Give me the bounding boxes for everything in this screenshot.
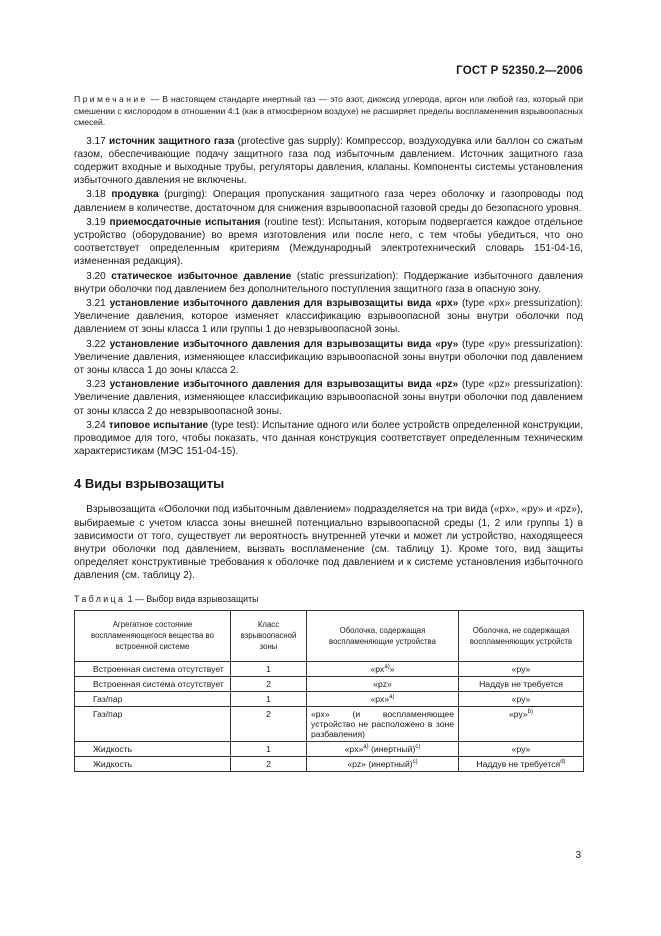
cell-with-igniting [307, 691, 459, 706]
table-body [75, 661, 584, 771]
table-row [75, 661, 584, 676]
header-with-igniting: Оболочка, содержащая воспламеняющие устройства [307, 610, 459, 661]
definition-text: (static pressurization): Поддержание избыточного давления внутри оболочки под давлением без дополнительного поступления защитного газа в опасную зону. [74, 270, 583, 295]
cell-state: Жидкость [75, 741, 231, 756]
definition-3-19 [74, 216, 583, 269]
footnote-mark: c) [415, 743, 421, 750]
header-zone: Класс взрывоопасной зоны [231, 610, 307, 661]
footnote-mark: a) [389, 693, 395, 700]
cell-zone: 2 [231, 676, 307, 691]
definition-text: (routine test): Испытания, которым подвергается каждое отдельное устройство (оборудование) во время изготовления или после него, с тем чтобы убедиться, что оно соответствует определенным критериям (Международный электротехнический словарь 151-04-16, измененная редакция). [74, 216, 584, 268]
footnote-mark: a) [384, 663, 390, 670]
cell-without-text: «py» [511, 663, 531, 674]
definition-text: (protective gas supply): Компрессор, воздуходувка или баллон со сжатым газом, обеспечивающие подачу защитного газа под избыточным давлением. Источник защитного газа содержит входные и выходные трубы, регуляторы давления, клапаны. Компоненты системы установления избыточного давления не включены. [74, 135, 583, 187]
cell-zone: 2 [231, 756, 307, 771]
cell-with-text: «px» [370, 693, 390, 704]
cell-with-igniting [307, 676, 459, 691]
section-title: 4 Виды взрывозащиты [74, 476, 225, 492]
cell-with-text: «px» [344, 743, 364, 754]
header-without-igniting: Оболочка, не содержащая воспламеняющих устройств [459, 610, 584, 661]
cell-with-text: «pz» [373, 678, 392, 689]
cell-with-text: «px [370, 663, 385, 674]
cell-without-igniting [459, 676, 584, 691]
cell-state: Газ/пар [75, 691, 231, 706]
cell-zone: 1 [231, 691, 307, 706]
page-content [74, 94, 583, 772]
table-caption [74, 594, 583, 604]
table-header-row [75, 610, 584, 661]
definition-term: статическое избыточное давление [111, 270, 292, 282]
definition-term: установление избыточного давления для взрывозащиты вида «py» [109, 338, 459, 350]
definitions-list [74, 135, 583, 459]
definition-number: 3.23 [86, 379, 106, 391]
table-caption-label: Таблица [74, 593, 126, 604]
definition-text: (type «pz» pressurization): Увеличение давления, изменяющее классификацию взрывоопасной зоны внутри оболочки под давлением от зоны класса 2 до невзрывоопасной зоны. [74, 379, 583, 417]
cell-without-igniting [459, 691, 584, 706]
definition-term: источник защитного газа [109, 135, 235, 147]
definition-term: установление избыточного давления для взрывозащиты вида «px» [109, 297, 459, 309]
cell-without-text: Наддув не требуется [476, 758, 561, 769]
footnote-mark: c) [412, 758, 418, 765]
header-state: Агрегатное состояние воспламеняющегося вещества во встроенной системе [75, 610, 231, 661]
cell-with-text: «px» (и воспламеняющее устройство не расположено в зоне разбавления) [311, 708, 454, 739]
cell-with-igniting [307, 741, 459, 756]
cell-without-text: Наддув не требуется [479, 678, 563, 689]
definition-3-17 [74, 135, 583, 188]
cell-without-igniting [459, 706, 584, 741]
definition-term: приемосдаточные испытания [109, 216, 261, 228]
cell-zone: 1 [231, 661, 307, 676]
definition-3-24 [74, 419, 583, 459]
footnote-mark: b) [527, 708, 533, 715]
cell-without-text: «py» [511, 743, 531, 754]
definition-text: (type «px» pressurization): Увеличение давления, которое изменяет классификацию взрывоопасной зоны внутри оболочки под давлением от зоны класса 1 или группы 1 до невзрывоопасной зоны. [74, 297, 583, 336]
cell-without-text: «py» [509, 708, 528, 719]
page-number: 3 [575, 850, 581, 861]
section-paragraph: Взрывозащита «Оболочки под избыточным давлением» подразделяется на три вида («px», «py» и «pz»), выбираемые с учетом класса зоны внешней потенциально взрывоопасной среды (1, 2 или группы 1) в зависимости от того, существует ли вероятность внутренней утечки и может ли устройство, находящееся внутри оболочки под давлением, вызвать воспламенение (см. таблицу 1). Кроме того, вид защиты определяет конструктивные требования к оболочке под давлением и к системе установления избыточного давления (см. таблицу 2). [74, 504, 583, 582]
cell-state: Жидкость [75, 756, 231, 771]
table-row [75, 691, 584, 706]
table-row [75, 741, 584, 756]
table-row [75, 706, 584, 741]
standard-header: ГОСТ Р 52350.2—2006 [456, 65, 583, 77]
selection-table [74, 610, 584, 772]
definition-text: (purging): Операция пропускания защитного газа через оболочку и газопроводы под давлением в количестве, достаточном для снижения взрывоопасной газовой среды до безопасного уровня. [74, 189, 583, 214]
cell-state: Встроенная система отсутствует [75, 676, 231, 691]
cell-without-igniting [459, 741, 584, 756]
definition-text: (type «py» pressurization): Увеличение давления, изменяющее классификацию взрывоопасной зоны внутри оболочки под давлением от зоны класса 1 до зоны класса 2. [74, 338, 583, 376]
definition-3-20 [74, 270, 583, 296]
cell-with-tail: (инертный) [368, 743, 416, 754]
table-caption-text: 1 — Выбор вида взрывозащиты [125, 593, 259, 604]
definition-3-21 [74, 297, 583, 337]
table-row [75, 676, 584, 691]
definition-number: 3.19 [86, 216, 106, 228]
cell-without-igniting [459, 756, 584, 771]
definition-3-22 [74, 338, 583, 378]
cell-with-igniting [307, 706, 459, 741]
cell-zone: 2 [231, 706, 307, 741]
table-row [75, 756, 584, 771]
note-text: — В настоящем стандарте инертный газ — это азот, диоксид углерода, аргон или любой газ, который при смешении с кислородом в отношении 4:1 (как в атмосферном воздухе) не расширяет пределы воспламенения взрывоопасных смесей. [74, 94, 583, 127]
definition-number: 3.22 [86, 338, 106, 350]
cell-with-text: «pz» (инертный) [347, 758, 413, 769]
definition-text: (type test): Испытание одного или более устройств определенной конструкции, проводимое для того, чтобы показать, что данная конструкция соответствует определенным техническим характеристикам (МЭС 151-04-15). [74, 419, 583, 458]
definition-number: 3.17 [86, 135, 106, 147]
definition-number: 3.18 [86, 189, 106, 201]
definition-number: 3.21 [86, 297, 106, 309]
footnote-mark: a) [363, 743, 369, 750]
cell-without-text: «py» [511, 693, 531, 704]
definition-number: 3.24 [86, 419, 106, 431]
cell-with-igniting [307, 756, 459, 771]
cell-zone: 1 [231, 741, 307, 756]
cell-state: Встроенная система отсутствует [75, 661, 231, 676]
note-label: Примечание [74, 94, 148, 104]
definition-3-23 [74, 378, 583, 418]
cell-with-igniting [307, 661, 459, 676]
definition-3-18 [74, 188, 583, 214]
definition-number: 3.20 [86, 270, 106, 282]
definition-term: продувка [111, 189, 159, 201]
definition-term: установление избыточного давления для взрывозащиты вида «pz» [109, 379, 459, 391]
cell-state: Газ/пар [75, 706, 231, 741]
definition-term: типовое испытание [108, 419, 209, 431]
footnote-mark: d) [560, 758, 566, 765]
note-paragraph [74, 94, 583, 129]
cell-with-tail: » [389, 663, 395, 674]
cell-without-igniting [459, 661, 584, 676]
